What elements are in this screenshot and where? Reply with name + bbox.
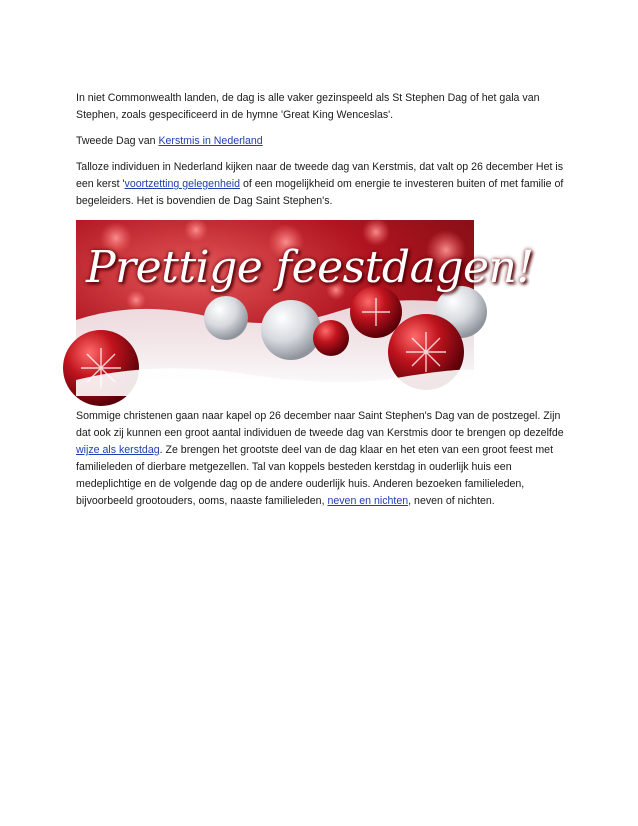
- silver-ornament: [261, 300, 321, 360]
- bokeh-light: [126, 290, 146, 310]
- para4-text-middle: . Ze brengen het grootste deel van de dag klaar en het eten van een groot feest met familieleden of dierbare metgezellen. Tal van koppels besteden kerstdag in ouderlijk huis een medeplichtige en de volgende dag op de andere ouderlijk huis. Anderen bezoeken familieleden, bijvoorbeeld grootouders, ooms, naaste familieleden,: [76, 444, 554, 507]
- paragraph-intro: In niet Commonwealth landen, de dag is alle vaker gezinspeeld als St Stephen Dag of het gala van Stephen, zoals gespecificeerd in de hymne 'Great King Wenceslas'.: [76, 92, 540, 121]
- link-kerstmis-in-nederland[interactable]: Kerstmis in Nederland: [158, 135, 263, 147]
- paragraph-heading: [76, 133, 566, 150]
- para3-text-start: Talloze individuen in Nederland kijken naar de tweede dag van Kerstmis, dat valt op 26 december Het is een kerst ': [76, 161, 564, 190]
- para4-text-end: , neven of nichten.: [408, 495, 495, 507]
- bokeh-light: [184, 218, 208, 242]
- red-ornament: [313, 320, 349, 356]
- paragraph-second: [76, 159, 566, 210]
- link-wijze-als-kerstdag[interactable]: wijze als kerstdag: [76, 444, 160, 456]
- link-neven-en-nichten[interactable]: neven en nichten: [327, 495, 409, 507]
- link-voortzetting-gelegenheid[interactable]: voortzetting gelegenheid: [124, 178, 240, 190]
- heading-text: Tweede Dag van: [76, 135, 159, 147]
- banner-greeting-text: Prettige feestdagen!: [86, 242, 534, 293]
- document-body: [76, 90, 566, 510]
- christmas-banner-image: [76, 220, 534, 396]
- paragraph-third: [76, 408, 566, 510]
- para4-text-start: Sommige christenen gaan naar kapel op 26 december naar Saint Stephen's Dag van de postzegel. Zijn dat ook zij kunnen een groot aantal individuen de tweede dag van Kerstmis door te brengen op dezelfde: [76, 410, 564, 439]
- silver-ornament: [204, 296, 248, 340]
- para3-text-end: of een mogelijkheid om energie te investeren buiten of met familie of begeleiders. Het is bovendien de Dag Saint Stephen's.: [76, 178, 564, 207]
